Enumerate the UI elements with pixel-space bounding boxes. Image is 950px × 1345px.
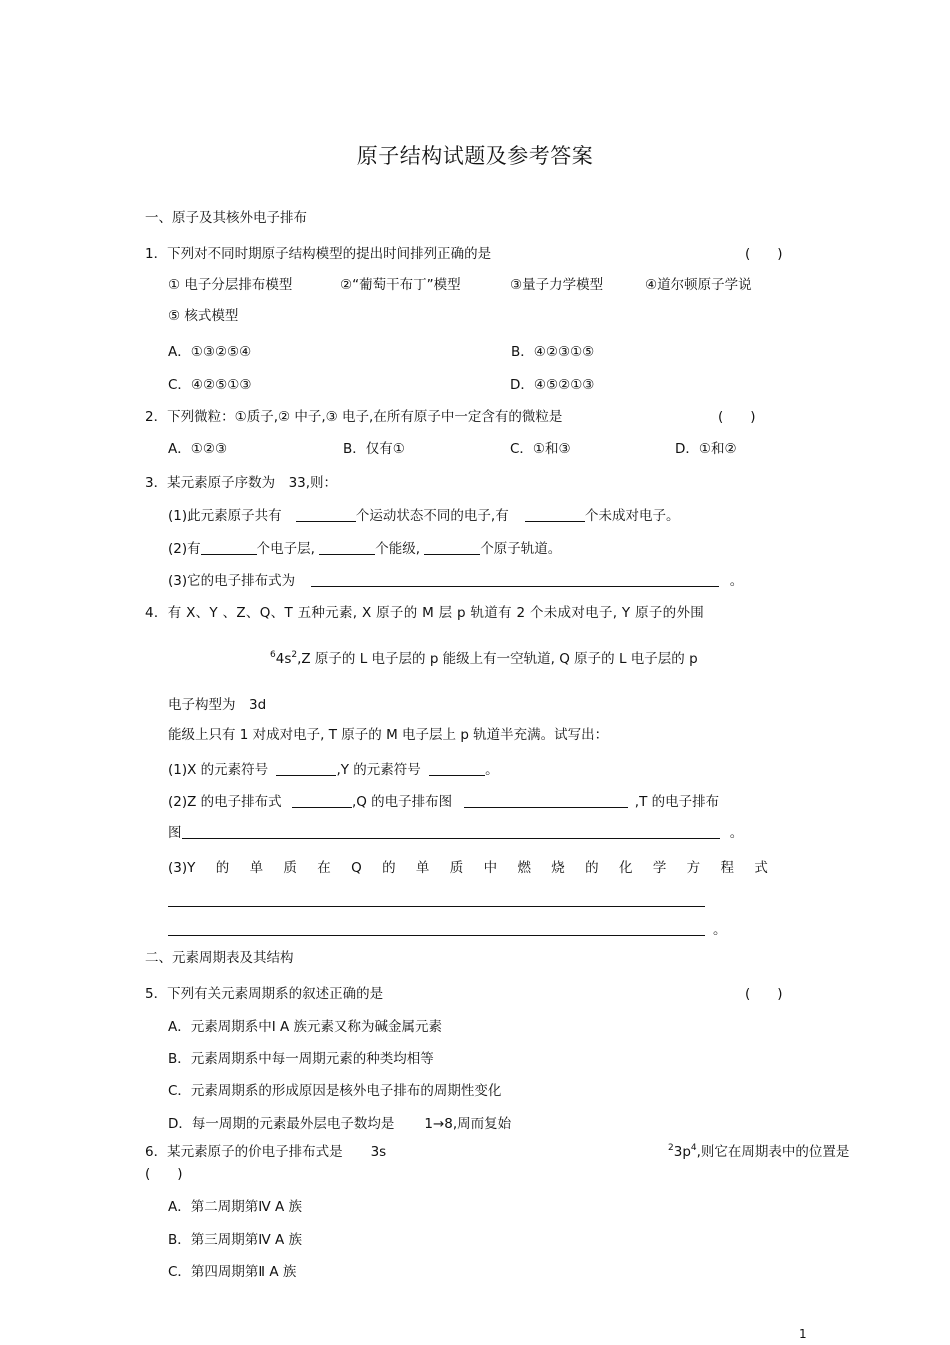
q4-answer-line-2[interactable] [168,935,705,936]
q4-part3-char: 的 [382,860,396,876]
q3-blank-layers[interactable] [201,540,257,555]
q2-answer-paren: ( ) [718,409,756,425]
q5-option-b: B．元素周期系中每一周期元素的种类均相等 [168,1051,434,1067]
q1-item-1: ① 电子分层排布模型 [168,277,293,293]
q6-sup-1: 2 [668,1143,674,1153]
q4-part3-char: 化 [618,860,633,876]
q3-stem: 3．某元素原子序数为 33,则： [145,475,338,491]
q4-line3: 电子构型为 3d [168,697,267,713]
q4-part2 [168,793,719,811]
q4-part3-char: 烧 [551,860,565,876]
q6-3s: 3s [370,1144,387,1160]
q5-option-d-text: D．每一周期的元素最外层电子数均是 [168,1116,395,1132]
q4-part3-char: 方 [686,860,701,876]
q4-blank-y-symbol[interactable] [429,761,485,776]
q6-stem-rest: ,则它在周期表中的位置是 [696,1144,850,1160]
q4-blank-t-diagram[interactable] [182,824,720,839]
q3-part2 [168,540,561,558]
q4-part3-char: 学 [652,860,667,876]
q3-part1-text-a: (1)此元素原子共有 [168,508,282,524]
q3-blank-unpaired[interactable] [525,507,585,522]
q4-blank-z-config[interactable] [292,793,352,808]
q2-option-d: D．①和② [675,441,737,457]
q1-stem: 1．下列对不同时期原子结构模型的提出时间排列正确的是 [145,246,492,262]
q4-part3-char: 单 [415,860,430,876]
q4-part3-char: (3)Y [168,860,196,876]
q4-part1-text-a: (1)X 的元素符号 [168,762,269,778]
q4-part3-end: 。 [713,922,727,938]
q4-answer-line-1[interactable] [168,906,705,907]
section-heading-1: 一、原子及其核外电子排布 [145,210,307,226]
q3-part3-end: 。 [729,573,744,589]
q6-answer-paren: ( ) [145,1166,183,1182]
q4-part3-char: Q [351,860,362,876]
q5-option-a: A．元素周期系中Ⅰ A 族元素又称为碱金属元素 [168,1019,443,1035]
q3-blank-orbitals[interactable] [424,540,480,555]
q5-option-d [168,1115,511,1133]
q6-option-b: B．第三周期第Ⅳ A 族 [168,1232,303,1248]
q1-item-2: ②“葡萄干布丁”模型 [340,277,461,293]
q1-answer-paren: ( ) [745,246,783,262]
q3-part1 [168,507,680,525]
q5-answer-paren: ( ) [745,986,783,1002]
q4-part2-text-a: (2)Z 的电子排布式 [168,794,282,810]
q1-option-a: A．①③②⑤④ [168,344,252,360]
q3-part2-text-b: 个电子层, [256,541,315,557]
q6-sup-2: 4 [690,1143,697,1153]
q1-option-c: C．④②⑤①③ [168,377,252,393]
page-number: 1 [799,1327,807,1341]
q4-part2-text-c: ,T 的电子排布 [634,794,720,810]
q4-part3-char: 的 [585,860,599,876]
q3-part2-text-c: 个能级, [375,541,421,557]
q4-blank-q-diagram[interactable] [464,793,628,808]
q4-part3-char: 燃 [517,860,531,876]
q4-part3 [168,859,768,877]
q1-option-b: B．④②③①⑤ [511,344,595,360]
q4-part3-char: 单 [249,860,264,876]
q5-option-d-range: 1→8,周而复始 [424,1116,512,1132]
q3-part2-text-a: (2)有 [168,541,201,557]
q6-3p: 3p [673,1144,691,1160]
q2-option-a: A．①②③ [168,441,228,457]
q4-blank-x-symbol[interactable] [276,761,336,776]
q1-option-d: D．④⑤②①③ [510,377,595,393]
q3-part1-text-c: 个未成对电子。 [585,508,680,524]
q4-part3-char: 的 [215,860,230,876]
q3-blank-sublevels[interactable] [319,540,375,555]
q4-line2-sup: 6 [270,650,276,660]
q6-stem [145,1143,386,1161]
q6-option-c: C．第四周期第Ⅱ A 族 [168,1264,297,1280]
q4-stem: 4．有 X、Y 、Z、Q、T 五种元素, X 原子的 M 层 p 轨道有 2 个未成对电子, Y 原子的外围 [145,605,705,621]
q1-item-4: ④道尔顿原子学说 [645,277,752,293]
q4-part2-end: 。 [729,825,744,841]
q4-line2 [270,650,698,668]
q4-part3-char: 质 [283,860,297,876]
q4-line4: 能级上只有 1 对成对电子, T 原子的 M 电子层上 p 轨道半充满。试写出： [168,727,609,743]
q3-part2-text-d: 个原子轨道。 [480,541,562,557]
q4-part2-cont [168,824,743,842]
q4-part3-char: 质 [449,860,464,876]
q6-stem-cont [668,1143,849,1161]
q1-item-3: ③量子力学模型 [510,277,604,293]
q4-part3-char: 中 [483,860,498,876]
q5-stem: 5．下列有关元素周期系的叙述正确的是 [145,986,384,1002]
q6-option-a: A．第二周期第Ⅳ A 族 [168,1199,303,1215]
q2-option-b: B．仅有① [343,441,405,457]
q4-part2-text-b: ,Q 的电子排布图 [351,794,453,810]
q3-part3 [168,572,743,590]
q4-part2-text-d: 图 [168,825,182,841]
q2-stem: 2．下列微粒：①质子,② 中子,③ 电子,在所有原子中一定含有的微粒是 [145,409,563,425]
q4-line2-4s: 4s [275,651,292,667]
q4-line2-rest: ,Z 原子的 L 电子层的 p 能级上有一空轨道, Q 原子的 L 电子层的 p [297,651,698,667]
section-heading-2: 二、元素周期表及其结构 [145,950,294,966]
q3-blank-electrons[interactable] [296,507,356,522]
q2-option-c: C．①和③ [510,441,571,457]
q3-part3-text-a: (3)它的电子排布式为 [168,573,296,589]
q4-part1-text-b: ,Y 的元素符号 [336,762,421,778]
q6-stem-text: 6．某元素原子的价电子排布式是 [145,1144,343,1160]
q4-part3-char: 式 [754,860,768,876]
q5-option-c: C．元素周期系的形成原因是核外电子排布的周期性变化 [168,1083,502,1099]
q3-part1-text-b: 个运动状态不同的电子,有 [355,508,509,524]
q4-part3-char: 程 [720,860,735,876]
q4-part3-char: 在 [317,860,331,876]
q4-line2-sup2: 2 [291,650,298,660]
page-title: 原子结构试题及参考答案 [356,144,594,168]
q4-part1-text-c: 。 [485,762,499,778]
q4-part1 [168,761,499,779]
q3-blank-configuration[interactable] [311,572,719,587]
q1-item-5: ⑤ 核式模型 [168,308,239,324]
